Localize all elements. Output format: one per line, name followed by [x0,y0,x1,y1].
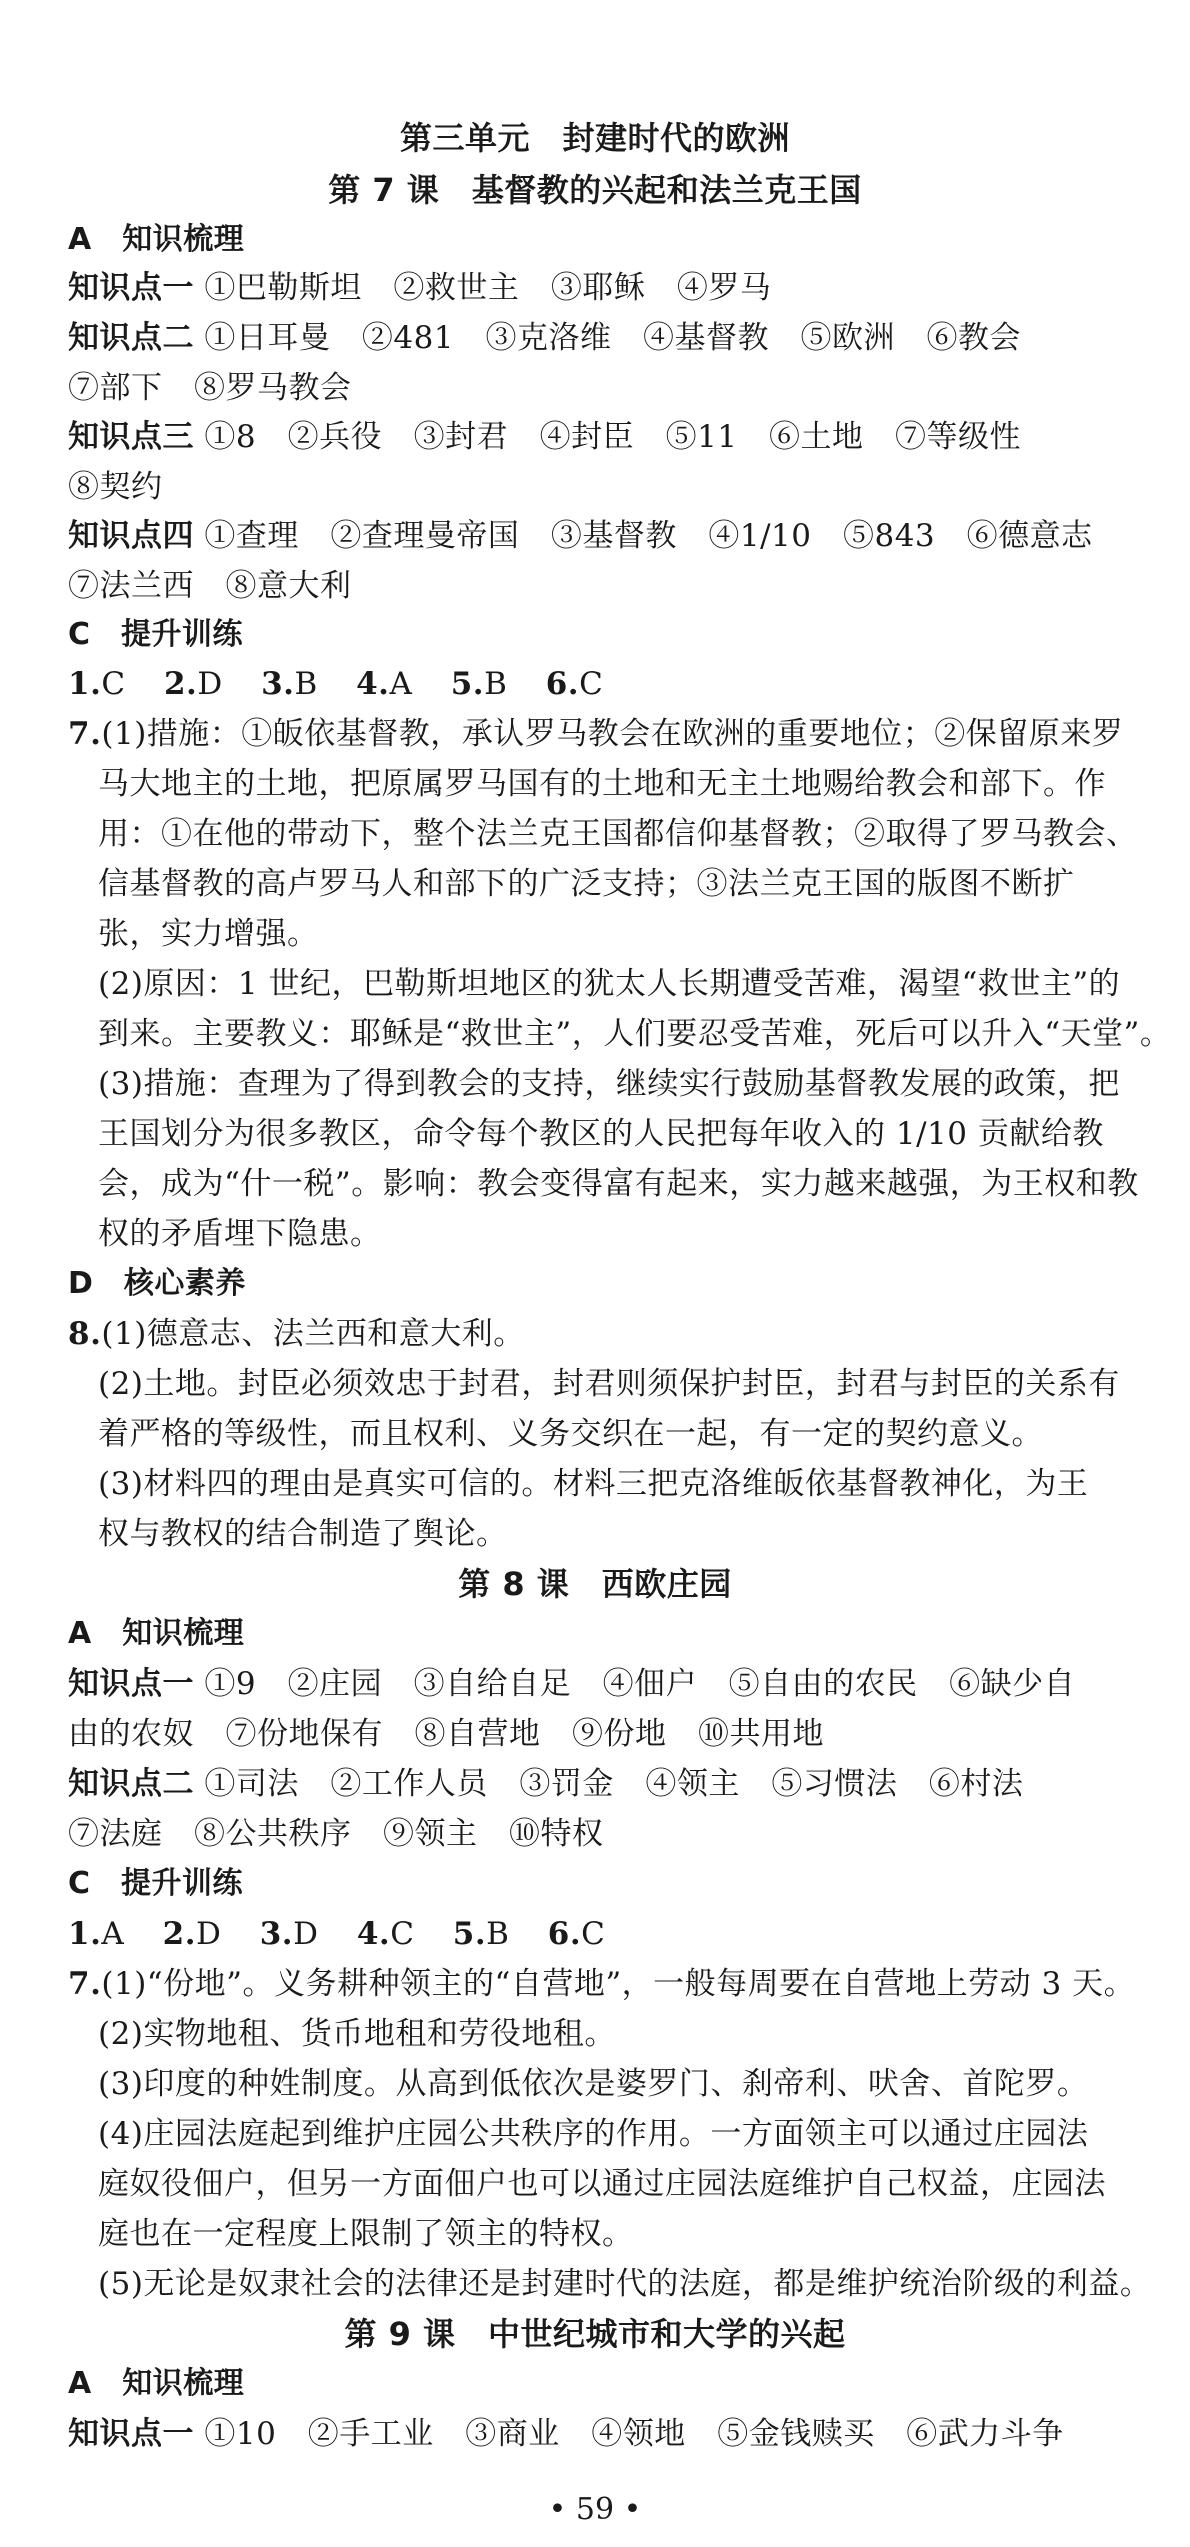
lesson7-knowledge-2-cont: ⑦部下 ⑧罗马教会 [68,370,352,406]
lesson7-q7-line: 信基督教的高卢罗马人和部下的广泛支持；③法兰克王国的版图不断扩 [98,866,1075,902]
lesson8-q7-line: (3)印度的种姓制度。从高到低依次是婆罗门、刹帝利、吠舍、首陀罗。 [98,2066,1089,2102]
lesson7-q8-line: (2)土地。封臣必须效忠于封君，封君则须保护封臣，封君与封臣的关系有 [98,1366,1120,1402]
knowledge-label: 知识点四 [68,518,194,554]
lesson7-q7-line: 7.(1)措施：①皈依基督教，承认罗马教会在欧洲的重要地位；②保留原来罗 [68,716,1124,752]
lesson7-knowledge-3-cont: ⑧契约 [68,469,163,505]
lesson7-q7-line: 用：①在他的带动下，整个法兰克王国都信仰基督教；②取得了罗马教会、 [98,816,1138,852]
lesson8-knowledge-2-cont: ⑦法庭 ⑧公共秩序 ⑨领主 ⑩特权 [68,1816,604,1852]
lesson8-section-a: A 知识梳理 [68,1616,245,1651]
lesson7-q8-line: 着严格的等级性，而且权利、义务交织在一起，有一定的契约意义。 [98,1416,1043,1452]
mc-item: 6.C [545,666,604,702]
mc-item: 1.A [68,1916,125,1952]
lesson7-q8-line: 权与教权的结合制造了舆论。 [98,1516,508,1552]
page-number: • 59 • [548,2492,642,2527]
knowledge-answers: ①巴勒斯坦 ②救世主 ③耶稣 ④罗马 [204,270,772,306]
mc-item: 6.C [547,1916,606,1952]
knowledge-label: 知识点二 [68,320,194,356]
lesson7-q7-line: 王国划分为很多教区，命令每个教区的人民把每年收入的 1/10 贡献给教 [98,1116,1104,1152]
mc-item: 4.C [356,1916,415,1952]
knowledge-answers: ①9 ②庄园 ③自给自足 ④佃户 ⑤自由的农民 ⑥缺少自 [204,1666,1076,1702]
lesson8-q7-line: 7.(1)“份地”。义务耕种领主的“自营地”，一般每周要在自营地上劳动 3 天。 [68,1966,1136,2002]
lesson8-q7-line: (5)无论是奴隶社会的法律还是封建时代的法庭，都是维护统治阶级的利益。 [98,2266,1152,2302]
knowledge-label: 知识点一 [68,270,194,306]
lesson8-q7-line: 庭也在一定程度上限制了领主的特权。 [98,2216,634,2252]
knowledge-answers: ①10 ②手工业 ③商业 ④领地 ⑤金钱赎买 ⑥武力斗争 [204,2416,1064,2452]
lesson7-q7-line: 马大地主的土地，把原属罗马国有的土地和无主土地赐给教会和部下。作 [98,766,1106,802]
lesson8-section-c: C 提升训练 [68,1866,244,1901]
knowledge-answers: ①8 ②兵役 ③封君 ④封臣 ⑤11 ⑥土地 ⑦等级性 [204,419,1022,455]
lesson8-knowledge-2 [68,1764,1128,1804]
knowledge-answers: ①司法 ②工作人员 ③罚金 ④领主 ⑤习惯法 ⑥村法 [204,1766,1024,1802]
lesson9-title: 第 9 课 中世纪城市和大学的兴起 [344,2315,846,2353]
lesson7-title: 第 7 课 基督教的兴起和法兰克王国 [328,171,862,209]
mc-item: 5.B [452,1916,510,1952]
knowledge-label: 知识点二 [68,1766,194,1802]
mc-item: 5.B [450,666,508,702]
knowledge-answers: ①查理 ②查理曼帝国 ③基督教 ④1/10 ⑤843 ⑥德意志 [204,518,1093,554]
lesson8-title: 第 8 课 西欧庄园 [458,1565,732,1603]
lesson7-q7-line: 到来。主要教义：耶稣是“救世主”，人们要忍受苦难，死后可以升入“天堂”。 [98,1016,1172,1052]
mc-item: 2.D [162,1916,222,1952]
mc-item: 1.C [68,666,126,702]
lesson9-section-a: A 知识梳理 [68,2366,245,2401]
mc-item: 2.D [163,666,223,702]
knowledge-label: 知识点三 [68,419,194,455]
lesson7-q7-line: (3)措施：查理为了得到教会的支持，继续实行鼓励基督教发展的政策，把 [98,1066,1120,1102]
mc-item: 4.A [356,666,413,702]
knowledge-label: 知识点一 [68,1666,194,1702]
lesson7-q8-line: 8.(1)德意志、法兰西和意大利。 [68,1316,525,1352]
lesson7-section-d: D 核心素养 [68,1266,246,1301]
lesson7-knowledge-1 [68,268,1128,308]
lesson7-section-c: C 提升训练 [68,617,244,652]
unit-title: 第三单元 封建时代的欧洲 [399,119,790,157]
mc-item: 3.D [259,1916,319,1952]
lesson7-q8-line: (3)材料四的理由是真实可信的。材料三把克洛维皈依基督教神化，为王 [98,1466,1089,1502]
lesson9-knowledge-1 [68,2414,1128,2454]
lesson8-knowledge-1-cont: 由的农奴 ⑦份地保有 ⑧自营地 ⑨份地 ⑩共用地 [68,1716,824,1752]
lesson7-q7-line: 张，实力增强。 [98,916,319,952]
lesson7-knowledge-2 [68,318,1128,358]
lesson7-section-a: A 知识梳理 [68,222,245,257]
lesson7-q7-line: 会，成为“什一税”。影响：教会变得富有起来，实力越来越强，为王权和教 [98,1166,1139,1202]
lesson8-q7-line: (2)实物地租、货币地租和劳役地租。 [98,2016,616,2052]
lesson8-q7-line: (4)庄园法庭起到维护庄园公共秩序的作用。一方面领主可以通过庄园法 [98,2116,1089,2152]
lesson7-q7-line: 权的矛盾埋下隐患。 [98,1216,382,1252]
lesson7-multiple-choice [68,664,1128,704]
knowledge-label: 知识点一 [68,2416,194,2452]
lesson8-knowledge-1 [68,1664,1128,1704]
lesson8-multiple-choice [68,1914,1128,1954]
knowledge-answers: ①日耳曼 ②481 ③克洛维 ④基督教 ⑤欧洲 ⑥教会 [204,320,1022,356]
lesson7-knowledge-3 [68,417,1128,457]
lesson8-q7-line: 庭奴役佃户，但另一方面佃户也可以通过庄园法庭维护自己权益，庄园法 [98,2166,1106,2202]
lesson7-q7-line: (2)原因：1 世纪，巴勒斯坦地区的犹太人长期遭受苦难，渴望“救世主”的 [98,966,1121,1002]
lesson7-knowledge-4 [68,516,1128,556]
mc-item: 3.B [261,666,318,702]
lesson7-knowledge-4-cont: ⑦法兰西 ⑧意大利 [68,568,352,604]
